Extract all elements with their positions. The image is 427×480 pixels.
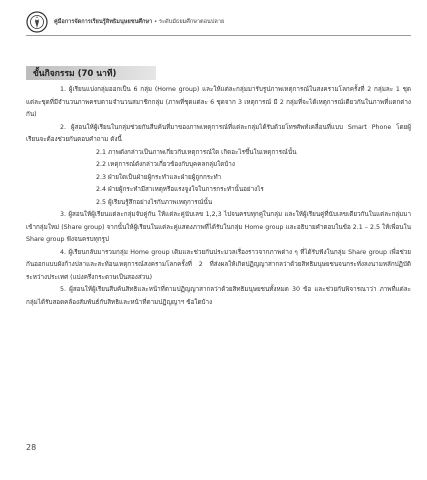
- paragraph-5: 5. ผู้สอนให้ผู้เรียนสืบค้นสิทธิและหน้าที่ตามปฏิญญาสากลว่าด้วยสิทธิมนุษยชนทั้งหมด 30 ข้อ และช่วยกันพิจารณาว่า ภาพที่แต่ละกลุ่มได้รับสอดคล้องสัมพันธ์กับสิทธิและหน้าที่ตามปฏิญญาฯ ข้อใดบ้าง: [26, 286, 411, 306]
- sub-item-2-5: 2.5 ผู้เรียนรู้สึกอย่างไรกับภาพเหตุการณ์นั้น: [96, 198, 213, 206]
- page-number: 28: [26, 443, 37, 452]
- sub-item-2-1: 2.1 ภาพดังกล่าวเป็นภาพเกี่ยวกับเหตุการณ์ใด เกิดอะไรขึ้นในเหตุการณ์นั้น: [96, 148, 297, 156]
- sub-item-2-4: 2.4 ฝ่ายผู้กระทำมีสาเหตุหรือแรงจูงใจในการกระทำนั้นอย่างไร: [96, 186, 264, 193]
- paragraph-3: 3. ผู้สอนให้ผู้เรียนแต่ละกลุ่มจับคู่กัน ให้แต่ละคู่นับเลข 1,2,3 ไปจนครบทุกคู่ในกลุ่ม และให้ผู้เรียนคู่ที่นับเลขเดียวกันในแต่ละกลุ่มมาเข้ากลุ่มใหม่ (Share group) จากนั้นให้ผู้เรียนในแต่ละคู่แสดงภาพที่ได้รับในกลุ่ม Home group และอธิบายคำตอบในข้อ 2.1 – 2.5 ให้เพื่อนใน Share group ฟังจนครบทุกรูป: [26, 211, 411, 243]
- sub-item-2-3: 2.3 ฝ่ายใดเป็นฝ่ายผู้กระทำและฝ่ายผู้ถูกกระทำ: [96, 173, 222, 181]
- header-title: [54, 18, 224, 26]
- seal-logo-icon: [26, 11, 48, 33]
- activity-content: [26, 84, 411, 309]
- page-header: [26, 10, 411, 34]
- paragraph-1: 1. ผู้เรียนแบ่งกลุ่มออกเป็น 6 กลุ่ม (Home group) และให้แต่ละกลุ่มมารับรูปภาพเหตุการณ์ในสงครามโลกครั้งที่ 2 กลุ่มละ 1 ชุด แต่ละชุดที่มีจำนวนภาพครบตามจำนวนสมาชิกกลุ่ม (ภาพที่ชุดแต่ละ 6 ชุดจาก 3 เหตุการณ์ มี 2 กลุ่มที่จะได้เหตุการณ์เดียวกันในภาพที่แตกต่างกัน): [26, 86, 411, 118]
- paragraph-2: 2. ผู้สอนให้ผู้เรียนในกลุ่มช่วยกันสืบค้นที่มาของภาพเหตุการณ์ที่แต่ละกลุ่มได้รับด้วยโทรศัพท์เคลื่อนที่แบบ Smart Phone โดยผู้เรียนจะต้องช่วยกันตอบคำถาม ดังนี้: [26, 123, 411, 143]
- header-subtitle: • ระดับมัธยมศึกษาตอนปลาย: [152, 19, 225, 25]
- header-title-main: คู่มือการจัดการเรียนรู้สิทธิมนุษยชนศึกษา: [54, 19, 153, 25]
- section-title: ขั้นกิจกรรม (70 นาที): [26, 66, 156, 80]
- sub-item-2-2: 2.2 เหตุการณ์ดังกล่าวเกี่ยวข้องกับบุคคลกลุ่มใดบ้าง: [96, 161, 235, 168]
- header-divider: [26, 35, 411, 36]
- paragraph-4: 4. ผู้เรียนกลับมารวมกลุ่ม Home group เดิมและช่วยกันประมวลเรื่องราวจากภาพต่าง ๆ ที่ได้รับฟังในกลุ่ม Share group เพื่อช่วยกันออกแบบผังก้างปลาและสะท้อนเหตุการณ์สงครามโลกครั้งที่ 2 ที่ส่งผลให้เกิดปฏิญญาสากลว่าด้วยสิทธิมนุษยชนจนกระทั่งลงนามหลักปฏิบัติระหว่างประเทศ (แบ่งครึ่งกระดาษเป็นสองส่วน): [26, 248, 411, 281]
